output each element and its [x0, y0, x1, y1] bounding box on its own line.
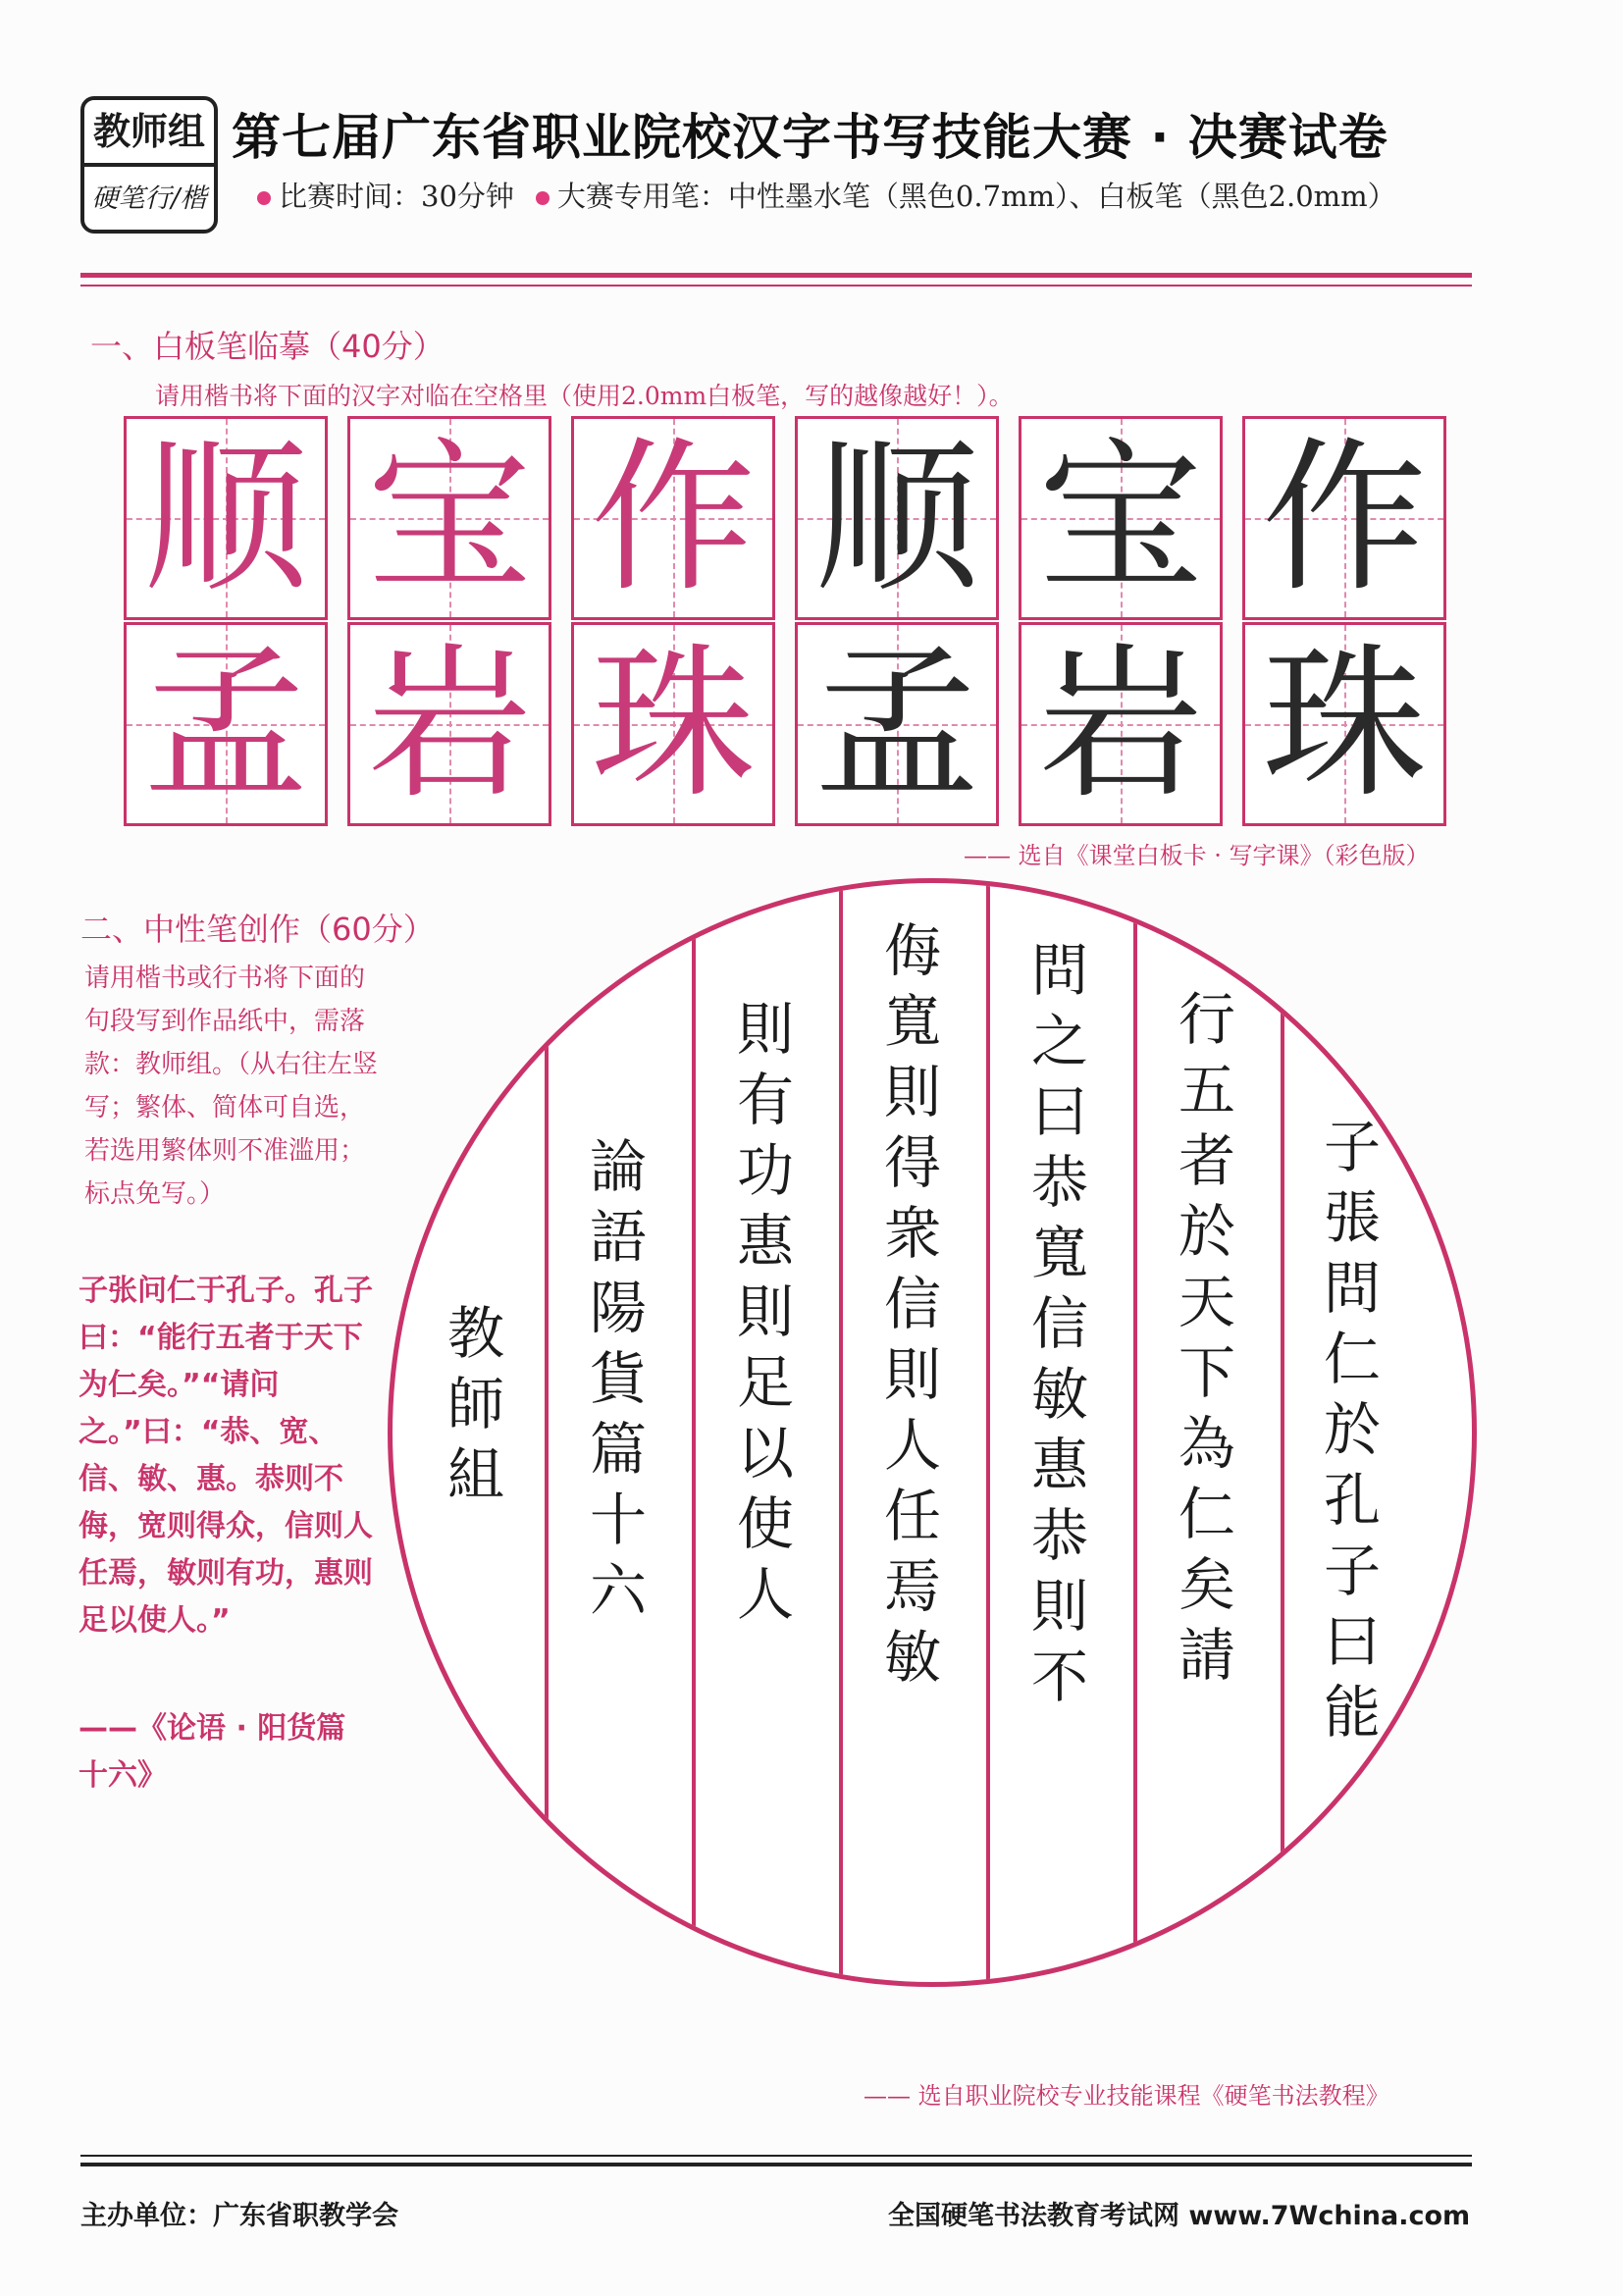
calligraphy-character: 使 — [736, 1490, 794, 1557]
calligraphy-character: 能 — [1323, 1679, 1381, 1746]
text-column — [1313, 1114, 1391, 1754]
calligraphy-character: 之 — [1030, 1008, 1088, 1074]
passage-source: ——《论语 · 阳货篇十六》 — [79, 1711, 346, 1793]
calligraphy-character: 信 — [1030, 1290, 1088, 1357]
section1-credit: —— 选自《课堂白板卡 · 写字课》（彩色版） — [964, 842, 1430, 869]
text-column — [1021, 937, 1099, 1719]
calligraphy-character: 十 — [589, 1487, 647, 1553]
calligraphy-character: 焉 — [883, 1553, 941, 1620]
copied-character: 作 — [1262, 422, 1427, 614]
calligraphy-character: 六 — [589, 1557, 647, 1624]
rule-pen: 大赛专用笔：中性墨水笔（黑色0.7mm）、白板笔（黑色2.0mm） — [556, 180, 1396, 213]
calligraphy-character: 問 — [1323, 1255, 1381, 1322]
source-passage: 子张问仁于孔子。孔子曰：“能行五者于天下为仁矣。”“请问之。”曰：“恭、宽、信、敏、惠。恭则不侮，宽则得众，信则人任焉，敏则有功，惠则足以使人。” — [79, 1274, 373, 1638]
group-badge — [80, 96, 218, 234]
calligraphy-character: 侮 — [883, 917, 941, 984]
badge-style-label: 硬笔行/楷 — [91, 183, 207, 214]
calligraphy-character: 下 — [1178, 1339, 1235, 1406]
section2-heading: 二、中性笔创作（60分） — [80, 911, 435, 948]
calligraphy-character: 張 — [1323, 1184, 1381, 1251]
grid-cell — [1242, 416, 1446, 620]
calligraphy-character: 則 — [736, 1278, 794, 1345]
calligraphy-character: 子 — [1323, 1114, 1381, 1180]
grid-cell — [1019, 622, 1223, 826]
calligraphy-character: 師 — [446, 1371, 504, 1437]
section2-instruction: 请用楷书或行书将下面的句段写到作品纸中，需落款：教师组。（从右往左竖写；繁体、简体可自选，若选用繁体则不准滥用；标点免写。） — [84, 964, 379, 1209]
calligraphy-character: 篇 — [589, 1416, 647, 1483]
grid-cell — [347, 416, 551, 620]
calligraphy-character: 矣 — [1178, 1551, 1235, 1618]
grid-cell — [124, 416, 328, 620]
copied-character: 孟 — [814, 628, 979, 820]
calligraphy-character: 子 — [1323, 1538, 1381, 1604]
exam-rules — [257, 175, 1396, 215]
copied-character: 珠 — [1262, 628, 1427, 820]
grid-cell — [124, 622, 328, 826]
calligraphy-character: 貨 — [589, 1345, 647, 1412]
calligraphy-character: 請 — [1178, 1622, 1235, 1689]
calligraphy-character: 五 — [1178, 1057, 1235, 1123]
column-divider — [986, 883, 990, 1987]
page-title: 第七届广东省职业院校汉字书写技能大赛 · 决赛试卷 — [232, 109, 1388, 166]
text-column — [1168, 986, 1246, 1697]
text-column — [873, 917, 952, 1699]
bullet-icon — [536, 191, 550, 205]
column-divider — [1133, 883, 1137, 1987]
calligraphy-character: 惠 — [1030, 1432, 1088, 1498]
calligraphy-character: 信 — [883, 1271, 941, 1337]
calligraphy-character: 語 — [589, 1204, 647, 1271]
calligraphy-character: 惠 — [736, 1208, 794, 1275]
calligraphy-character: 於 — [1178, 1198, 1235, 1265]
text-column — [726, 996, 805, 1637]
calligraphy-character: 功 — [736, 1137, 794, 1204]
calligraphy-character: 有 — [736, 1067, 794, 1133]
model-character: 岩 — [367, 628, 532, 820]
calligraphy-character: 孔 — [1323, 1467, 1381, 1534]
title-column — [579, 1133, 657, 1633]
calligraphy-character: 敏 — [1030, 1361, 1088, 1428]
model-character: 宝 — [367, 422, 532, 614]
calligraphy-character: 寬 — [883, 988, 941, 1055]
calligraphy-character: 恭 — [1030, 1149, 1088, 1216]
column-divider — [545, 883, 549, 1987]
signature-column — [437, 1300, 515, 1517]
calligraphy-character: 恭 — [1030, 1502, 1088, 1569]
column-divider — [1281, 883, 1284, 1987]
artwork-paper — [388, 878, 1477, 1987]
calligraphy-character: 仁 — [1323, 1326, 1381, 1392]
calligraphy-character: 人 — [883, 1412, 941, 1479]
footer-divider-thick — [80, 2163, 1472, 2166]
calligraphy-character: 仁 — [1178, 1481, 1235, 1547]
calligraphy-character: 則 — [883, 1341, 941, 1408]
footer-website: 全国硬笔书法教育考试网 www.7Wchina.com — [888, 2201, 1471, 2231]
model-character: 孟 — [143, 628, 308, 820]
calligraphy-character: 則 — [1030, 1573, 1088, 1640]
header-divider-thin — [80, 285, 1472, 287]
calligraphy-character: 則 — [736, 996, 794, 1063]
model-character: 珠 — [591, 628, 756, 820]
calligraphy-character: 曰 — [1323, 1608, 1381, 1675]
badge-group-label: 教师组 — [84, 100, 214, 167]
calligraphy-character: 以 — [736, 1420, 794, 1487]
calligraphy-character: 衆 — [883, 1200, 941, 1267]
calligraphy-character: 寬 — [1030, 1220, 1088, 1286]
grid-cell — [571, 622, 775, 826]
calligraphy-character: 則 — [883, 1059, 941, 1125]
grid-cell — [795, 416, 999, 620]
calligraphy-character: 教 — [446, 1300, 504, 1367]
calligraphy-character: 人 — [736, 1561, 794, 1628]
grid-cell — [795, 622, 999, 826]
copied-character: 顺 — [814, 422, 979, 614]
artwork-credit: —— 选自职业院校专业技能课程《硬笔书法教程》 — [864, 2082, 1389, 2110]
calligraphy-character: 不 — [1030, 1644, 1088, 1710]
calligraphy-character: 者 — [1178, 1127, 1235, 1194]
calligraphy-character: 陽 — [589, 1275, 647, 1341]
calligraphy-character: 組 — [446, 1441, 504, 1508]
calligraphy-character: 天 — [1178, 1269, 1235, 1335]
model-character: 作 — [591, 422, 756, 614]
header-divider — [80, 273, 1472, 278]
grid-cell — [1242, 622, 1446, 826]
footer-organizer: 主办单位：广东省职教学会 — [80, 2201, 398, 2231]
grid-cell — [347, 622, 551, 826]
calligraphy-character: 行 — [1178, 986, 1235, 1053]
footer-divider — [80, 2155, 1472, 2157]
calligraphy-character: 足 — [736, 1349, 794, 1416]
bullet-icon — [257, 191, 271, 205]
section1-instruction: 请用楷书将下面的汉字对临在空格里（使用2.0mm白板笔，写的越像越好！）。 — [155, 382, 1014, 410]
calligraphy-character: 於 — [1323, 1396, 1381, 1463]
copied-character: 宝 — [1038, 422, 1203, 614]
calligraphy-character: 得 — [883, 1129, 941, 1196]
calligraphy-character: 論 — [589, 1133, 647, 1200]
calligraphy-character: 為 — [1178, 1410, 1235, 1477]
section1-heading: 一、白板笔临摹（40分） — [90, 328, 445, 365]
column-divider — [839, 883, 843, 1987]
column-divider — [692, 883, 696, 1987]
grid-cell — [571, 416, 775, 620]
copied-character: 岩 — [1038, 628, 1203, 820]
model-character: 顺 — [143, 422, 308, 614]
calligraphy-character: 曰 — [1030, 1078, 1088, 1145]
calligraphy-character: 問 — [1030, 937, 1088, 1004]
calligraphy-character: 敏 — [883, 1624, 941, 1691]
rule-time: 比赛时间：30分钟 — [279, 180, 514, 213]
calligraphy-character: 任 — [883, 1483, 941, 1549]
grid-cell — [1019, 416, 1223, 620]
